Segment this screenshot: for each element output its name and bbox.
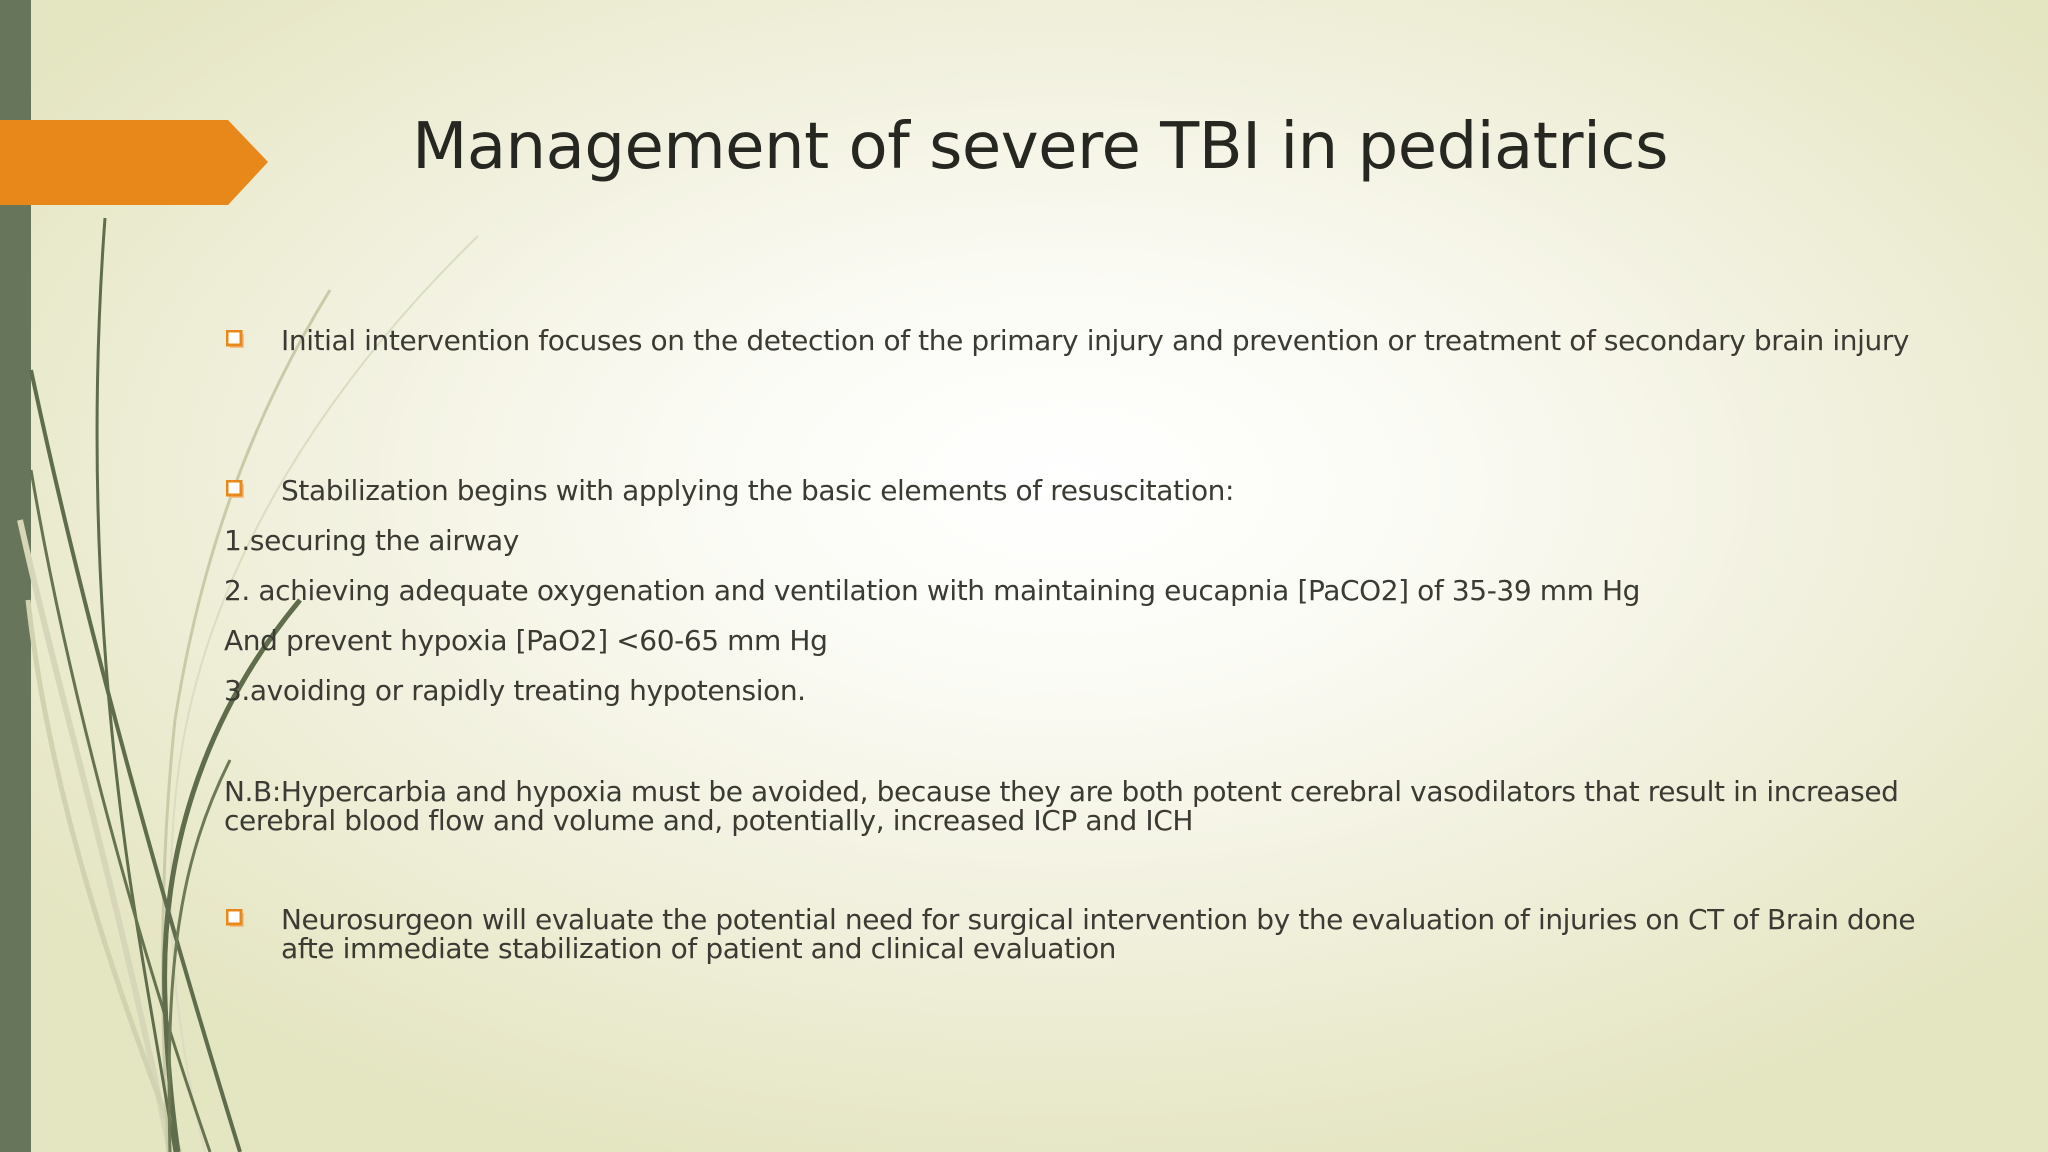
hollow-square-bullet-icon — [226, 480, 246, 500]
hollow-square-bullet-icon — [226, 909, 246, 929]
bullet-text-neurosurgeon-line-1: Neurosurgeon will evaluate the potential need for surgical intervention by the evaluation of injuries on CT of Brain done — [281, 903, 1916, 936]
hollow-square-bullet-icon — [226, 330, 246, 350]
step-avoid-hypotension: 3.avoiding or rapidly treating hypotension. — [224, 674, 806, 707]
step-oxygenation-ventilation: 2. achieving adequate oxygenation and ventilation with maintaining eucapnia [PaCO2] of 35-39 mm Hg — [224, 574, 1641, 607]
title-arrow-shape — [0, 120, 268, 205]
note-line-2: cerebral blood flow and volume and, potentially, increased ICP and ICH — [224, 804, 1194, 837]
bullet-text-initial-intervention: Initial intervention focuses on the detection of the primary injury and prevention or treatment of secondary brain injury — [281, 324, 1910, 357]
step-securing-airway: 1.securing the airway — [224, 524, 519, 557]
note-line-1: N.B:Hypercarbia and hypoxia must be avoided, because they are both potent cerebral vasodilators that result in increased — [224, 775, 1899, 808]
bullet-text-neurosurgeon-line-2: afte immediate stabilization of patient and clinical evaluation — [281, 932, 1117, 965]
slide-title: Management of severe TBI in pediatrics — [412, 110, 1668, 184]
bullet-text-stabilization: Stabilization begins with applying the basic elements of resuscitation: — [281, 474, 1235, 507]
step-prevent-hypoxia: And prevent hypoxia [PaO2] <60-65 mm Hg — [224, 624, 828, 657]
